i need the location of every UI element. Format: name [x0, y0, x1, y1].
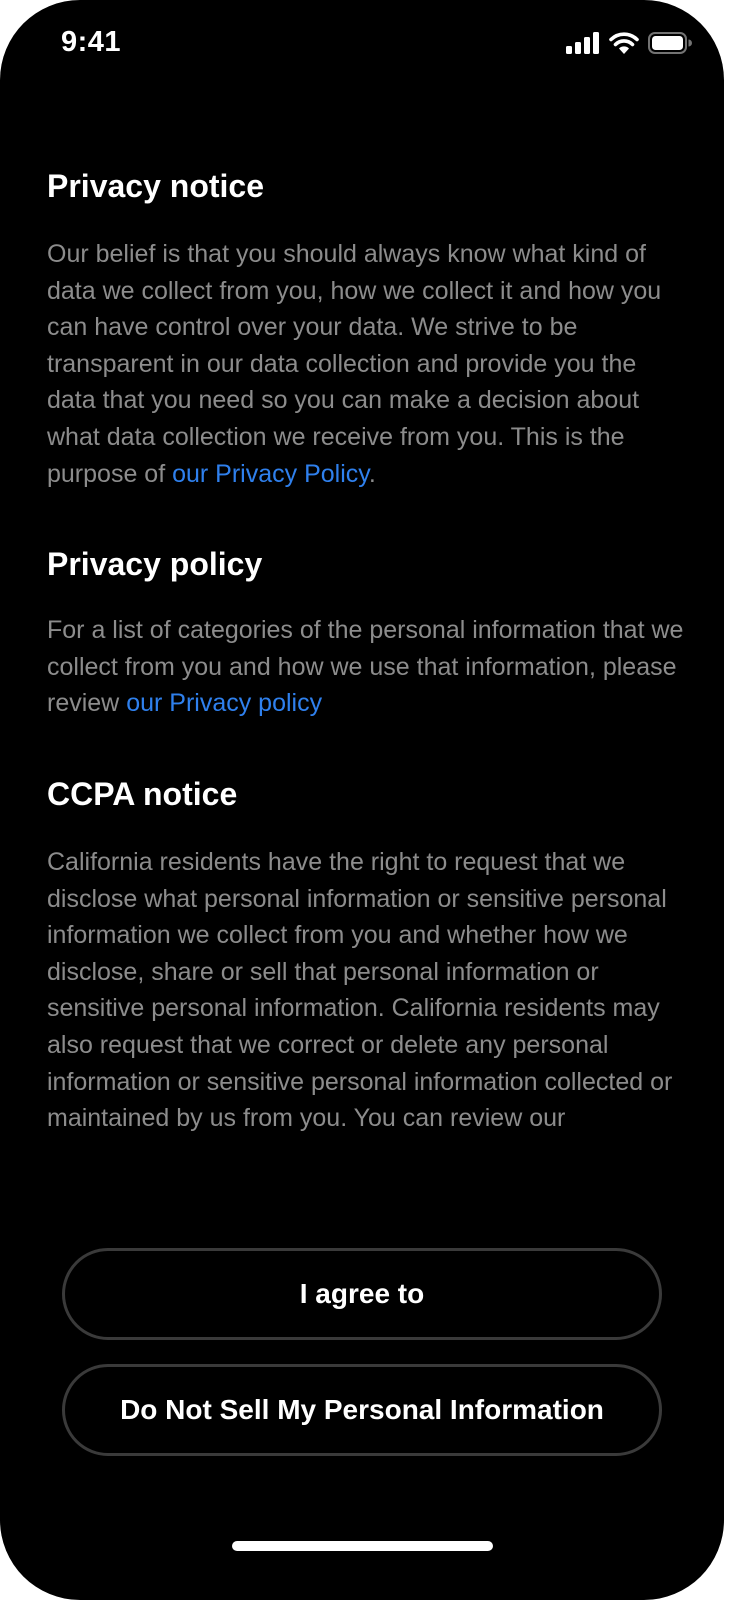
do-not-sell-button[interactable]: Do Not Sell My Personal Information	[62, 1364, 662, 1456]
ccpa-notice-body: California residents have the right to request that we disclose what personal information or sensitive personal information we collect from you and whether how we disclose, share or sell that personal information or sensitive personal information. California residents may also request that we correct or delete any personal information or sensitive personal information collected or maintained by us from you. You can review our	[47, 847, 673, 1133]
cellular-signal-icon	[566, 32, 600, 54]
privacy-policy-review-link[interactable]: our Privacy policy	[126, 689, 323, 718]
ccpa-notice-title: CCPA notice	[47, 775, 238, 812]
agree-button[interactable]: I agree to	[62, 1248, 662, 1340]
privacy-notice-suffix: .	[368, 459, 376, 488]
battery-icon	[648, 32, 692, 54]
privacy-notice-title: Privacy notice	[47, 168, 264, 204]
status-bar	[0, 0, 724, 90]
privacy-notice-text: Our belief is that you should always know what kind of data we collect from you, how we collect it and how you can have control over your data. We strive to be transparent in our data collection and provide you the data that you need so you can make a decision about what data collection we receive from you. This is the purpose of	[47, 240, 662, 488]
status-icons	[566, 31, 692, 55]
privacy-policy-body	[47, 612, 687, 722]
wifi-icon	[609, 32, 639, 54]
privacy-notice-body	[47, 236, 687, 492]
privacy-policy-title: Privacy policy	[47, 546, 263, 583]
home-indicator[interactable]	[232, 1541, 493, 1551]
privacy-policy-text: For a list of categories of the personal information that we collect from you and how we use that information, please review	[47, 616, 684, 718]
privacy-policy-link[interactable]: our Privacy Policy	[172, 459, 369, 488]
privacy-content[interactable]	[47, 164, 687, 1212]
status-time: 9:41	[61, 26, 122, 58]
